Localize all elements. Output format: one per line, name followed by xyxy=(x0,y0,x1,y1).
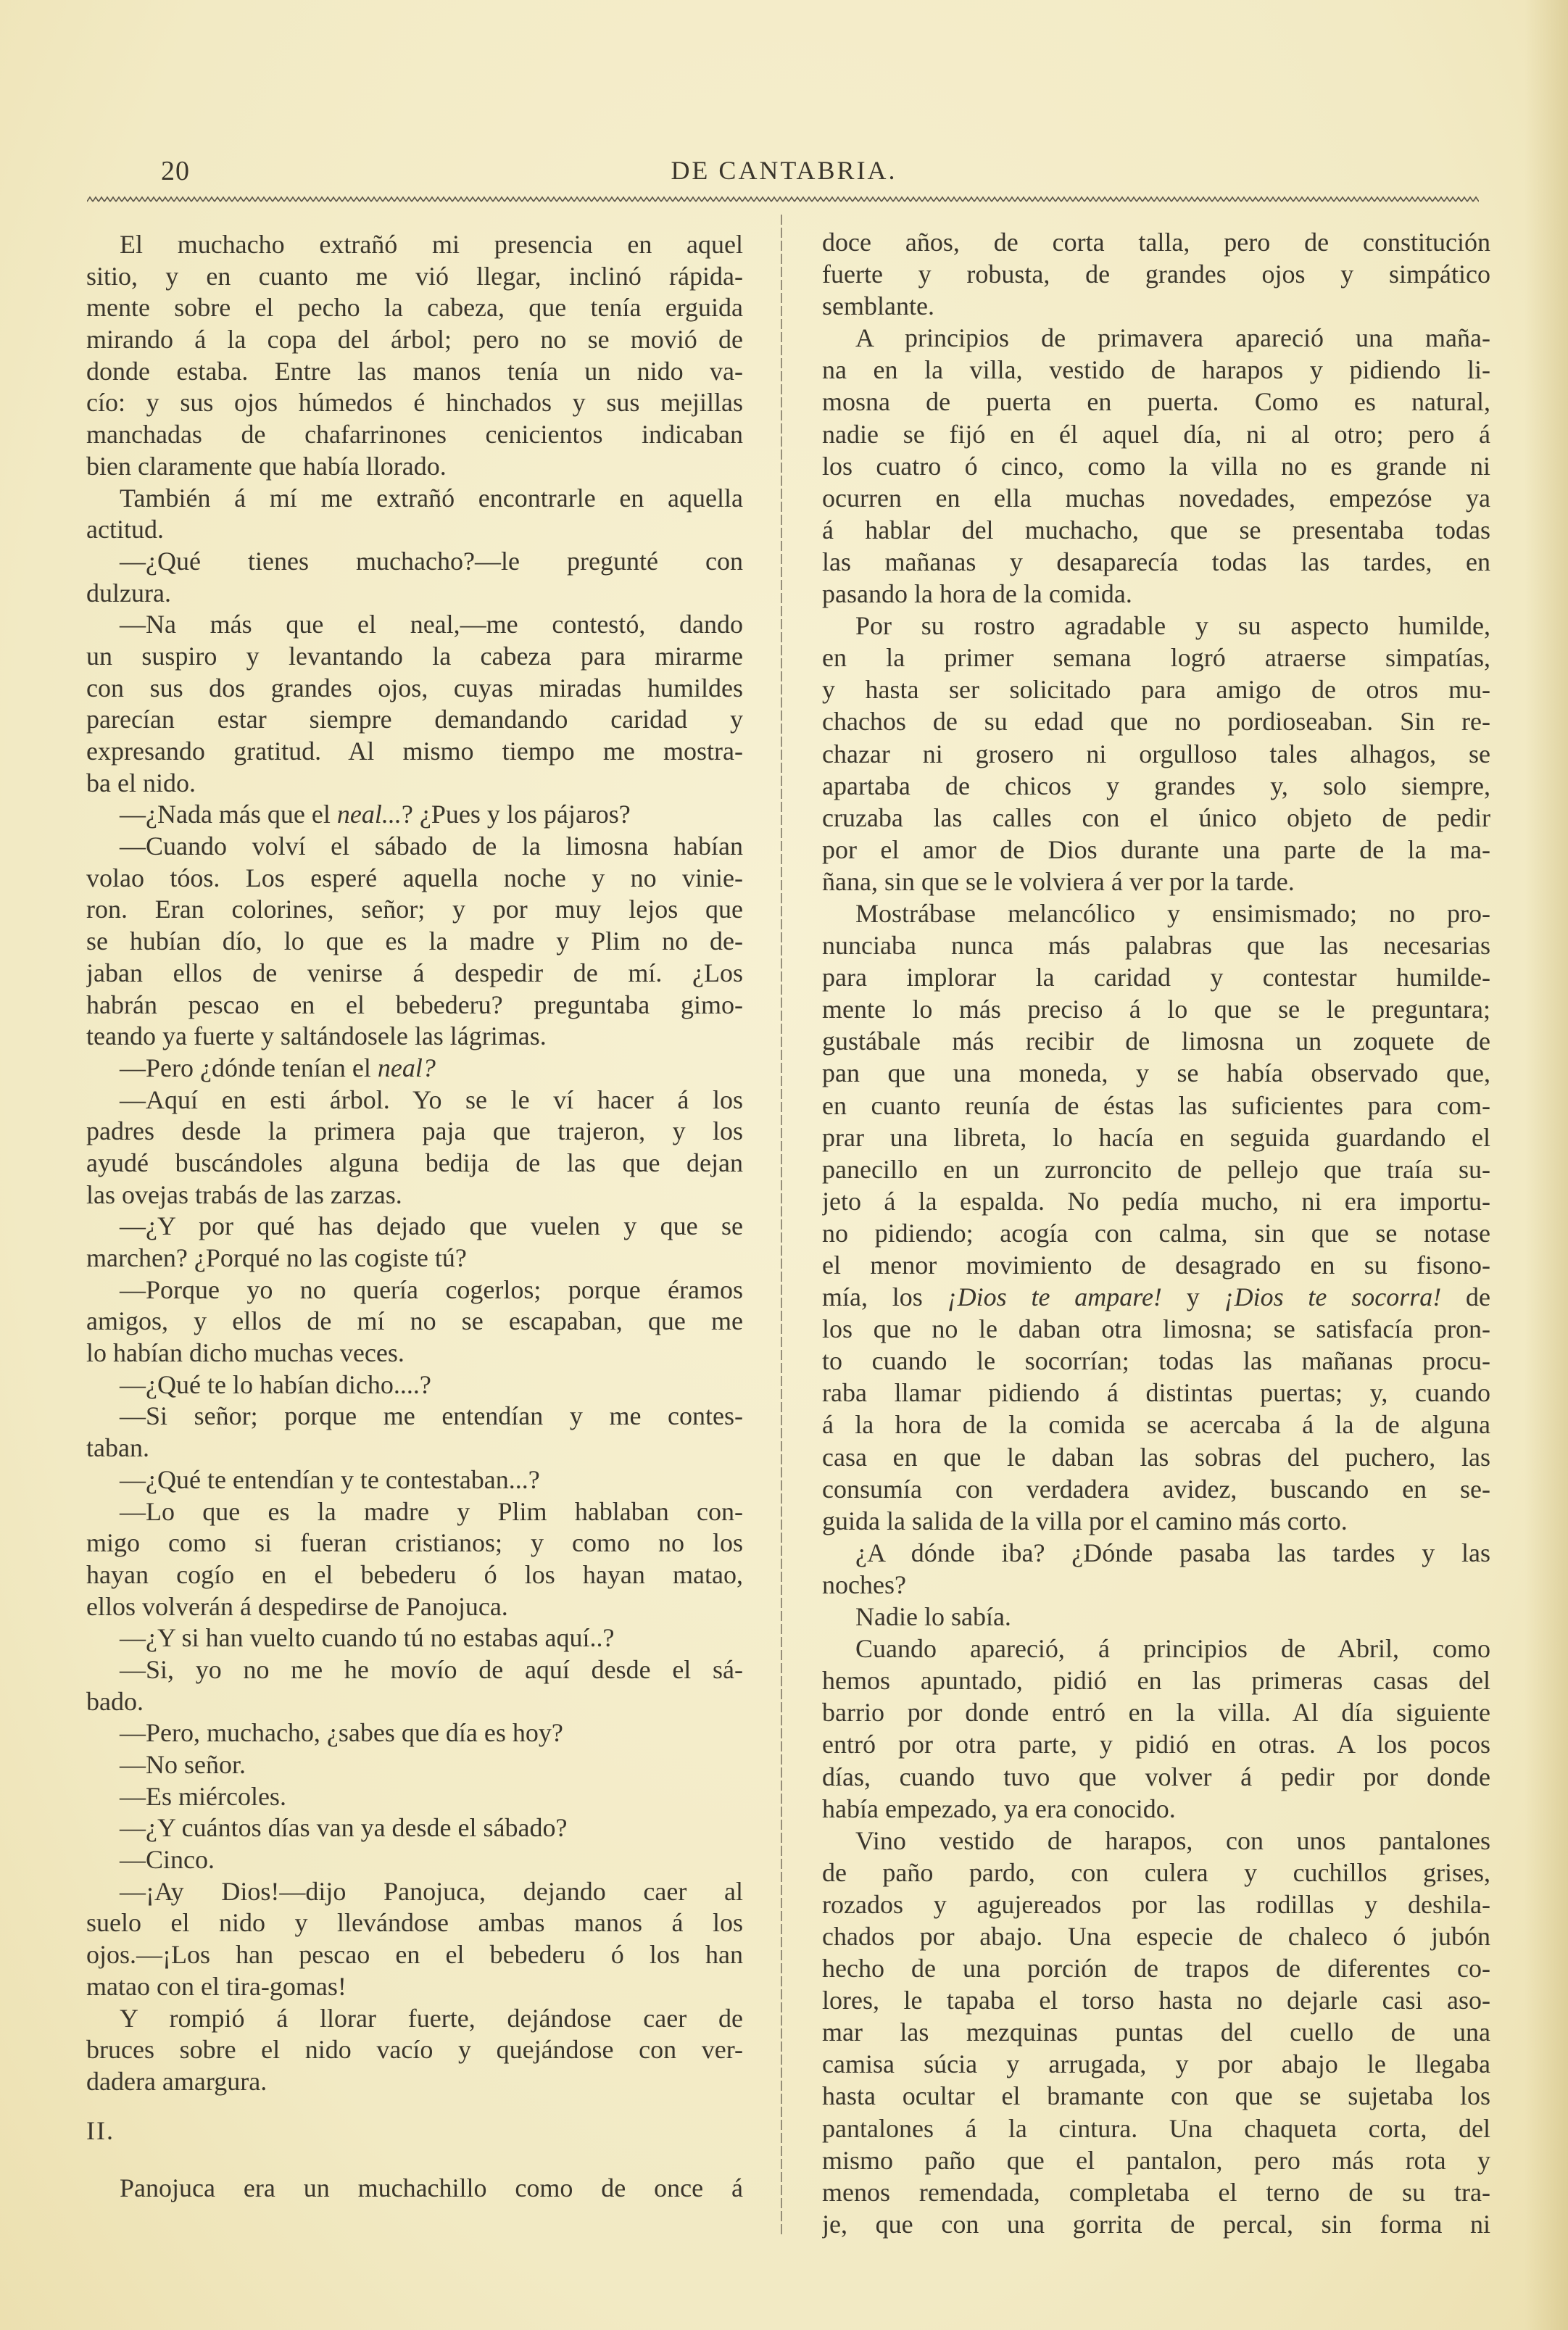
text-line: mosna de puerta en puerta. Como es natural, xyxy=(822,387,1490,417)
text-line: cío: y sus ojos húmedos é hinchados y sus mejillas xyxy=(86,388,743,418)
text-line: lores, le tapaba el torso hasta no dejarle casi aso- xyxy=(822,1986,1490,2015)
page-number: 20 xyxy=(161,156,190,186)
text-line: Panojuca era un muchachillo como de once á xyxy=(120,2173,743,2203)
text-line: —Lo que es la madre y Plim hablaban con- xyxy=(120,1496,743,1526)
text-line: las ovejas trabás de las zarzas. xyxy=(86,1179,402,1209)
paragraph xyxy=(86,831,743,1053)
text-line: A principios de primavera apareció una maña- xyxy=(855,323,1490,353)
text-line: prar una libreta, lo hacía en seguida guardando el xyxy=(822,1122,1490,1152)
italic-text: ¡Dios te ampare! xyxy=(947,1282,1162,1312)
text-line: nadie se fijó en él aquel día, ni al otro; pero á xyxy=(822,419,1490,449)
text-column-right xyxy=(822,226,1490,2240)
text-line: y hasta ser solicitado para amigo de otros mu- xyxy=(822,675,1490,705)
text-line: na en la villa, vestido de harapos y pidiendo li- xyxy=(822,355,1490,385)
text-line: —Es miércoles. xyxy=(120,1781,286,1811)
text-line: menos remendada, completaba el terno de su tra- xyxy=(822,2177,1490,2207)
paragraph xyxy=(86,1496,743,1623)
paragraph xyxy=(86,1622,743,1654)
text-line: —¿Qué tienes muchacho?—le pregunté con xyxy=(120,546,743,576)
italic-text: ¡Dios te socorra! xyxy=(1224,1282,1442,1312)
text-line: los que no le daban otra limosna; se satisfacía pron- xyxy=(822,1314,1490,1344)
text-line: pantalones á la cintura. Una chaqueta corta, del xyxy=(822,2113,1490,2143)
text-line: bien claramente que había llorado. xyxy=(86,451,447,481)
text-line: las mañanas y desaparecía todas las tardes, en xyxy=(822,547,1490,576)
paragraph xyxy=(86,1749,743,1781)
text-line: cruzaba las calles con el único objeto de pedir xyxy=(822,803,1490,832)
text-line: parecían estar siempre demandando caridad y xyxy=(86,705,743,734)
text-line: ron. Eran colorines, señor; y por muy lejos que xyxy=(86,895,743,924)
text-line: II. xyxy=(86,2115,115,2145)
section-heading xyxy=(86,2115,743,2147)
text-segment: ? ¿Pues y los pájaros? xyxy=(401,800,631,829)
text-line: mar las mezquinas puntas del cuello de una xyxy=(822,2018,1490,2047)
text-line: barrio por donde entró en la villa. Al día siguiente xyxy=(822,1698,1490,1728)
text-line: je, que con una gorrita de percal, sin forma ni xyxy=(822,2209,1490,2239)
text-line: ellos volverán á despedirse de Panojuca. xyxy=(86,1591,508,1621)
paragraph xyxy=(86,1464,743,1496)
text-line: jaban ellos de venirse á despedir de mí. ¿Los xyxy=(86,958,743,987)
paragraph xyxy=(86,2173,743,2205)
text-line: dulzura. xyxy=(86,578,171,608)
text-line: chachos de su edad que no pordioseaban. Sin re- xyxy=(822,707,1490,737)
paragraph xyxy=(86,1844,743,1876)
text-line: Y rompió á llorar fuerte, dejándose caer de xyxy=(120,2003,743,2033)
text-line: Cuando apareció, á principios de Abril, como xyxy=(855,1634,1490,1664)
text-line: donde estaba. Entre las manos tenía un nido va- xyxy=(86,356,743,386)
text-line: raba llamar pidiendo á distintas puertas; y, cuando xyxy=(822,1378,1490,1408)
paragraph xyxy=(86,1876,743,2003)
text-line: por el amor de Dios durante una parte de la ma- xyxy=(822,834,1490,864)
text-line: á hablar del muchacho, que se presentaba todas xyxy=(822,515,1490,544)
text-line: sitio, y en cuanto me vió llegar, inclinó rápida- xyxy=(86,261,743,291)
text-line: habrán pescao en el bebederu? preguntaba gimo- xyxy=(86,990,743,1019)
paragraph xyxy=(822,1633,1490,1825)
text-line: expresando gratitud. Al mismo tiempo me mostra- xyxy=(86,737,743,766)
text-line: suelo el nido y llevándose ambas manos á los xyxy=(86,1908,743,1938)
paragraph xyxy=(86,1053,743,1085)
text-line: fuerte y robusta, de grandes ojos y simpático xyxy=(822,260,1490,289)
text-line: apartaba de chicos y grandes y, solo siempre, xyxy=(822,771,1490,800)
text-line: Vino vestido de harapos, con unos pantalones xyxy=(855,1825,1490,1855)
text-segment: de xyxy=(1441,1282,1490,1312)
paragraph xyxy=(86,1401,743,1464)
paragraph xyxy=(86,1369,743,1401)
text-segment: mía, los xyxy=(822,1282,947,1312)
paragraph xyxy=(86,483,743,546)
italic-text: neal... xyxy=(336,800,402,829)
text-line: mirando á la copa del árbol; pero no se movió de xyxy=(86,325,743,355)
text-line: chazar ni grosero ni orgulloso tales alhagos, se xyxy=(822,739,1490,768)
text-line: ñana, sin que se le volviera á ver por la tarde. xyxy=(822,866,1295,896)
text-line: manchadas de chafarrinones cenicientos indicaban xyxy=(86,420,743,449)
text-line: dadera amargura. xyxy=(86,2066,267,2096)
text-line: no pidiendo; acogía con calma, sin que se notase xyxy=(822,1218,1490,1248)
text-line: mismo paño que el pantalon, pero más rota y xyxy=(822,2145,1490,2175)
text-line: teando ya fuerte y saltándosele las lágrimas. xyxy=(86,1021,547,1051)
text-line: hecho de una porción de trapos de diferentes co- xyxy=(822,1954,1490,1983)
paragraph xyxy=(822,322,1490,610)
text-line: ¿A dónde iba? ¿Dónde pasaba las tardes y las xyxy=(855,1538,1490,1567)
text-line: —Si señor; porque me entendían y me contes- xyxy=(120,1401,743,1431)
paragraph xyxy=(822,1537,1490,1601)
text-line: guida la salida de la villa por el camino más corto. xyxy=(822,1506,1348,1535)
text-line: en la primer semana logró atraerse simpatías, xyxy=(822,643,1490,673)
paragraph xyxy=(86,1274,743,1369)
text-line xyxy=(822,1281,1490,1313)
wavy-rule-divider xyxy=(87,194,1479,204)
text-line: de paño pardo, con culera y cuchillos grises, xyxy=(822,1857,1490,1887)
text-line: días, cuando tuvo que volver á pedir por donde xyxy=(822,1762,1490,1791)
text-line: ba el nido. xyxy=(86,768,196,797)
text-line: en cuanto reunía de éstas las suficientes para com- xyxy=(822,1090,1490,1120)
text-line: marchen? ¿Porqué no las cogiste tú? xyxy=(86,1243,467,1272)
paragraph xyxy=(86,1781,743,1813)
text-line: bruces sobre el nido vacío y quejándose con ver- xyxy=(86,2035,743,2065)
text-line: pasando la hora de la comida. xyxy=(822,579,1132,609)
text-segment: y xyxy=(1161,1282,1224,1312)
text-line: taban. xyxy=(86,1433,149,1463)
text-column-left xyxy=(86,229,743,2205)
paragraph xyxy=(822,897,1490,1537)
text-line: con sus dos grandes ojos, cuyas miradas humildes xyxy=(86,673,743,702)
text-line: También á mí me extrañó encontrarle en aquella xyxy=(120,483,743,513)
text-line: ocurren en ella muchas novedades, empezóse ya xyxy=(822,483,1490,513)
running-title: DE CANTABRIA. xyxy=(671,156,897,185)
text-line: padres desde la primera paja que trajeron, y los xyxy=(86,1116,743,1146)
text-line: los cuatro ó cinco, como la villa no es grande ni xyxy=(822,451,1490,481)
text-line: —¿Qué te entendían y te contestaban...? xyxy=(120,1464,540,1494)
paragraph xyxy=(86,1812,743,1844)
paragraph xyxy=(822,610,1490,897)
text-line: —Si, yo no me he movío de aquí desde el sá- xyxy=(120,1654,743,1684)
text-line: —Pero, muchacho, ¿sabes que día es hoy? xyxy=(120,1718,563,1748)
text-line: hemos apuntado, pidió en las primeras casas del xyxy=(822,1666,1490,1696)
text-line: —¿Y cuántos días van ya desde el sábado? xyxy=(120,1813,568,1843)
column-divider xyxy=(781,215,782,2237)
text-line: —¡Ay Dios!—dijo Panojuca, dejando caer al xyxy=(120,1876,743,1906)
text-line: rozados y agujereados por las rodillas y deshila- xyxy=(822,1889,1490,1919)
text-line: matao con el tira-gomas! xyxy=(86,1971,347,2001)
paragraph xyxy=(86,609,743,799)
italic-text: neal? xyxy=(377,1053,436,1082)
text-line: noches? xyxy=(822,1570,906,1599)
text-line: volao tóos. Los esperé aquella noche y no vinie- xyxy=(86,863,743,892)
text-segment: —¿Nada más que el xyxy=(120,800,337,829)
paragraph xyxy=(86,1654,743,1717)
text-line: chados por abajo. Una especie de chaleco ó jubón xyxy=(822,1921,1490,1951)
paragraph xyxy=(822,1825,1490,2240)
text-line: El muchacho extrañó mi presencia en aquel xyxy=(120,230,743,259)
paragraph xyxy=(86,1211,743,1274)
text-line xyxy=(86,799,743,831)
text-line: —Porque yo no quería cogerlos; porque éramos xyxy=(120,1274,743,1304)
text-line: nunciaba nunca más palabras que las necesarias xyxy=(822,931,1490,961)
text-line: ayudé buscándoles alguna bedija de las que dejan xyxy=(86,1148,743,1177)
paragraph xyxy=(86,1717,743,1749)
text-line: se hubían dío, lo que es la madre y Plim no de- xyxy=(86,926,743,956)
text-line: jeto á la espalda. No pedía mucho, ni era importu- xyxy=(822,1186,1490,1216)
text-line: panecillo en un zurroncito de pellejo que traía su- xyxy=(822,1154,1490,1184)
text-line: amigos, y ellos de mí no se escapaban, que me xyxy=(86,1306,743,1336)
text-line: un suspiro y levantando la cabeza para mirarme xyxy=(86,641,743,671)
text-line: —Cuando volví el sábado de la limosna habían xyxy=(120,832,743,861)
paragraph xyxy=(86,2003,743,2098)
paragraph xyxy=(86,229,743,483)
paragraph xyxy=(86,799,743,831)
text-line: mente lo más preciso á lo que se le preguntara; xyxy=(822,995,1490,1024)
text-segment: —Pero ¿dónde tenían el xyxy=(120,1053,378,1082)
text-line: casa en que le daban las sobras del puchero, las xyxy=(822,1442,1490,1472)
text-line: migo como si fueran cristianos; y como no los xyxy=(86,1528,743,1558)
text-line: —Cinco. xyxy=(120,1845,215,1875)
text-line: para implorar la caridad y contestar humilde- xyxy=(822,963,1490,992)
text-line: —Aquí en esti árbol. Yo se le ví hacer á los xyxy=(120,1085,743,1114)
text-line: camisa súcia y arrugada, y por abajo le llegaba xyxy=(822,2049,1490,2079)
text-line: entró por otra parte, y pidió en otras. A los pocos xyxy=(822,1730,1490,1759)
text-line: Por su rostro agradable y su aspecto humilde, xyxy=(855,611,1490,641)
text-line: —No señor. xyxy=(120,1750,246,1779)
text-line: gustábale más recibir de limosna un zoquete de xyxy=(822,1027,1490,1056)
text-line: pan que una moneda, y se había observado que, xyxy=(822,1058,1490,1088)
text-line: á la hora de la comida se acercaba á la de alguna xyxy=(822,1410,1490,1440)
text-line: —¿Y por qué has dejado que vuelen y que se xyxy=(120,1211,743,1241)
text-line: el menor movimiento de desagrado en su fisono- xyxy=(822,1251,1490,1280)
text-line: ojos.—¡Los han pescao en el bebederu ó los han xyxy=(86,1940,743,1970)
text-line: consumía con verdadera avidez, buscando en se- xyxy=(822,1474,1490,1504)
text-line xyxy=(86,1053,743,1085)
text-line: Nadie lo sabía. xyxy=(855,1602,1011,1632)
text-line: —Na más que el neal,—me contestó, dando xyxy=(120,610,743,639)
text-line: —¿Qué te lo habían dicho....? xyxy=(120,1369,431,1399)
text-line: lo habían dicho muchas veces. xyxy=(86,1338,405,1368)
text-line: hayan cogío en el bebederu ó los hayan matao, xyxy=(86,1559,743,1589)
paragraph xyxy=(86,546,743,609)
text-line: to cuando le socorrían; todas las mañanas procu- xyxy=(822,1346,1490,1376)
text-line: había empezado, ya era conocido. xyxy=(822,1794,1176,1823)
text-line: —¿Y si han vuelto cuando tú no estabas aquí..? xyxy=(120,1623,615,1653)
text-line: doce años, de corta talla, pero de constitución xyxy=(822,228,1490,257)
text-line: hasta ocultar el bramante con que se sujetaba los xyxy=(822,2081,1490,2111)
page-edge-shadow xyxy=(1525,0,1568,2330)
text-line: bado. xyxy=(86,1686,144,1716)
text-line: actitud. xyxy=(86,515,164,544)
text-line: Mostrábase melancólico y ensimismado; no pro- xyxy=(855,898,1490,928)
paragraph xyxy=(822,226,1490,322)
text-line: mente sobre el pecho la cabeza, que tenía erguida xyxy=(86,293,743,323)
paragraph xyxy=(86,1085,743,1211)
paragraph xyxy=(822,1601,1490,1633)
text-line: semblante. xyxy=(822,291,934,321)
